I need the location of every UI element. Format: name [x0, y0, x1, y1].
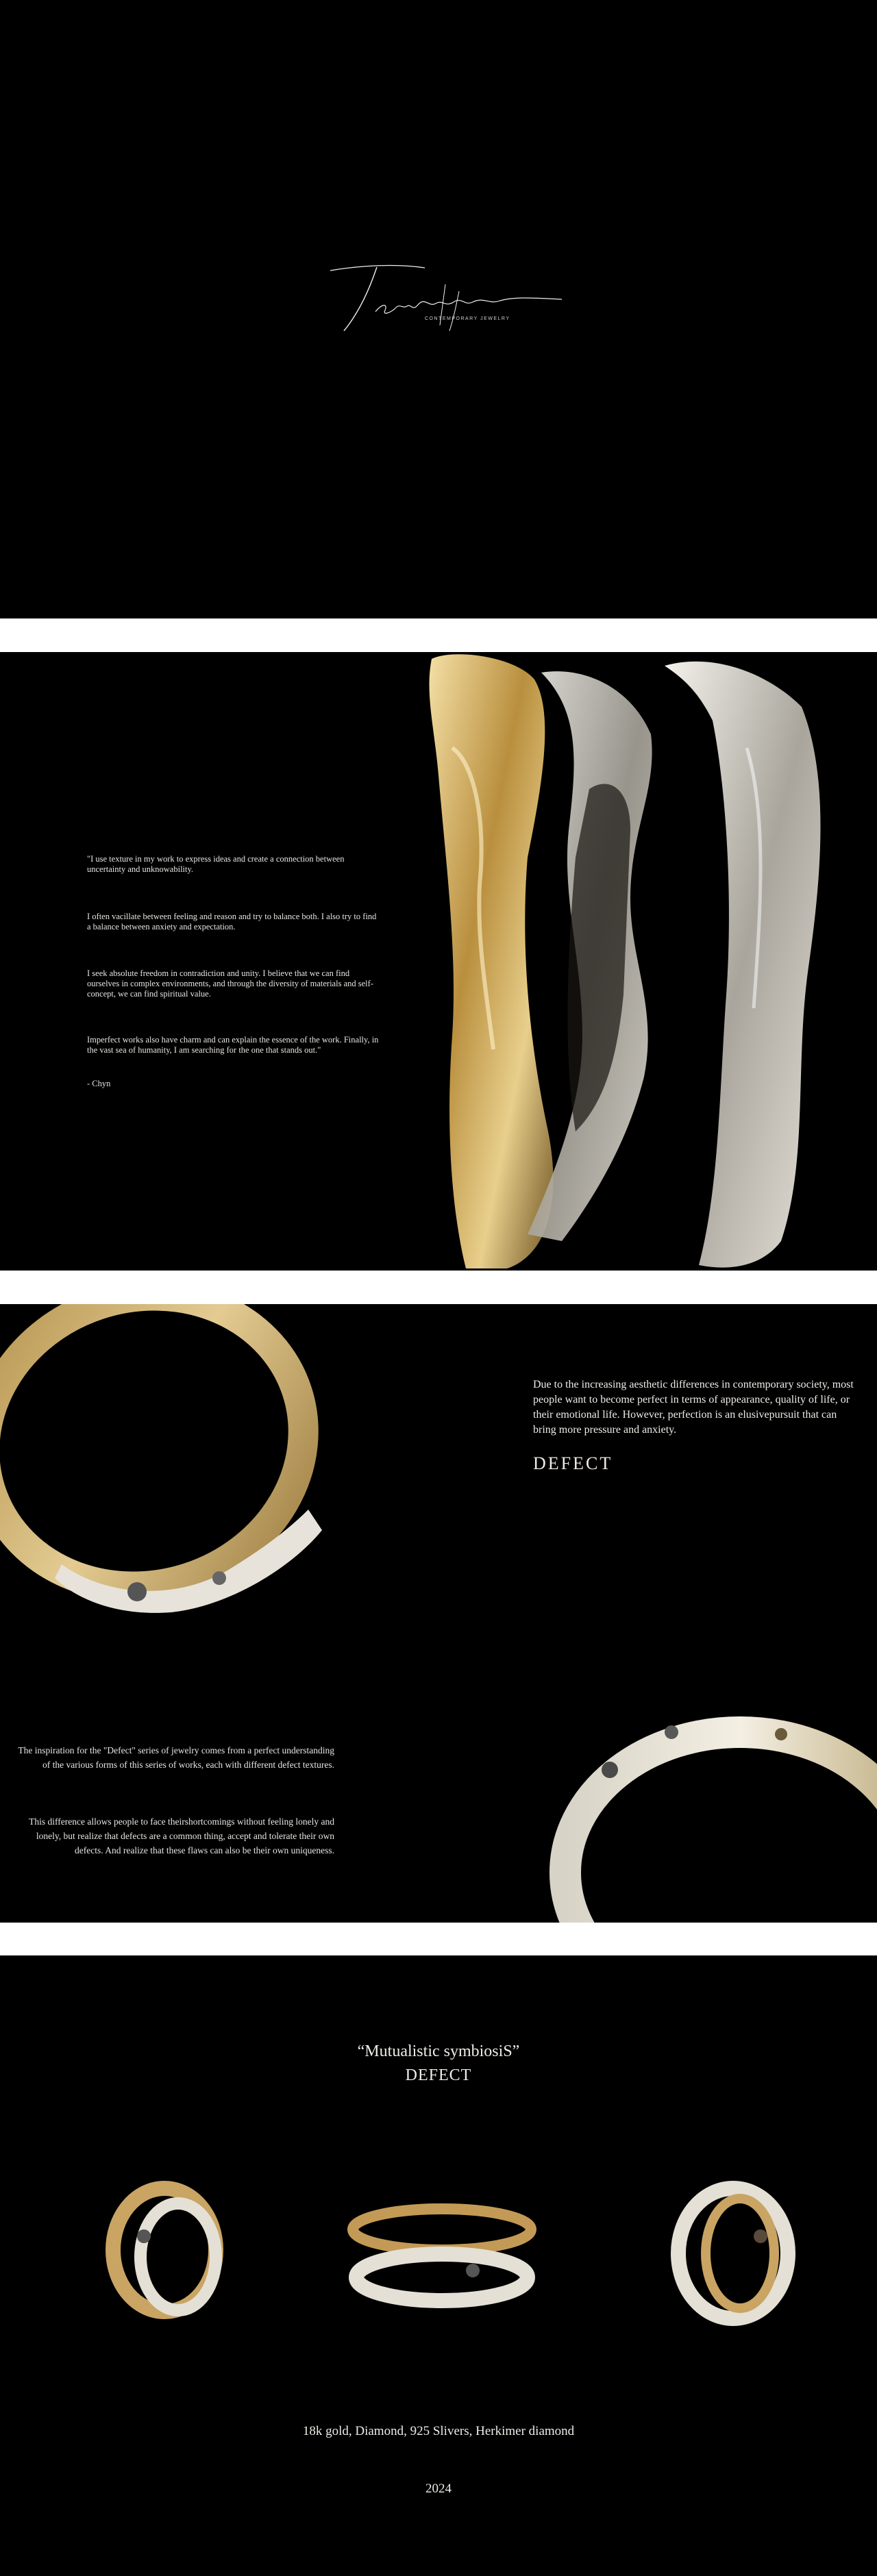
ring-closeup-image [425, 652, 877, 1271]
quote-paragraph: I often vacillate between feeling and reason and try to balance both. I also try to find a balance between anxiety and expectation. [87, 912, 377, 931]
section-divider [0, 618, 877, 652]
defect-body-paragraph: The inspiration for the "Defect" series of jewelry comes from a perfect understanding of the various forms of this series of works, each with different defect textures. [18, 1745, 334, 1770]
collection-title: “Mutualistic symbiosiS” [357, 2042, 520, 2060]
defect-heading: DEFECT [533, 1453, 613, 1473]
collection-subtitle: DEFECT [405, 2066, 472, 2084]
quote-signature: - Chyn [87, 1079, 111, 1088]
defect-intro-text: Due to the increasing aesthetic differences in contemporary society, most people want to become perfect in terms of appearance, quality of life, or their emotional life. However, perfection is an elusivepursuit that can bring more pressure and anxiety. [533, 1379, 854, 1436]
collection-materials: 18k gold, Diamond, 925 Slivers, Herkimer diamond [302, 2424, 575, 2438]
brand-signature-logo [322, 264, 576, 332]
ring-image-top-left [0, 1304, 343, 1626]
hero-section [0, 0, 877, 618]
collection-year: 2024 [425, 2481, 452, 2496]
defect-body-paragraph: This difference allows people to face theirshortcomings without feeling lonely and lonely, but realize that defects are a common thing, accept and tolerate their own defects. And realize that these flaws can also be their own uniqueness. [29, 1816, 334, 1855]
ring-product-image [658, 2175, 808, 2332]
ring-product-image [343, 2175, 541, 2332]
quote-paragraph: "I use texture in my work to express ideas and create a connection between uncertainty and unknowability. [87, 854, 345, 874]
collection-section [0, 1955, 877, 2576]
philosophy-section [0, 652, 877, 1271]
defect-section [0, 1304, 877, 1923]
section-divider [0, 1923, 877, 1955]
quote-paragraph: I seek absolute freedom in contradiction and unity. I believe that we can find ourselves in complex environments, and through the diversity of materials and self-concept, we can find spiritual value. [87, 968, 373, 999]
ring-image-bottom-right [534, 1667, 877, 1923]
ring-product-image [89, 2175, 240, 2332]
section-divider [0, 1271, 877, 1304]
brand-subtitle: CONTEMPORARY JEWELRY [425, 316, 510, 321]
quote-paragraph: Imperfect works also have charm and can explain the essence of the work. Finally, in the vast sea of humanity, I am searching for the one that stands out." [87, 1035, 379, 1055]
